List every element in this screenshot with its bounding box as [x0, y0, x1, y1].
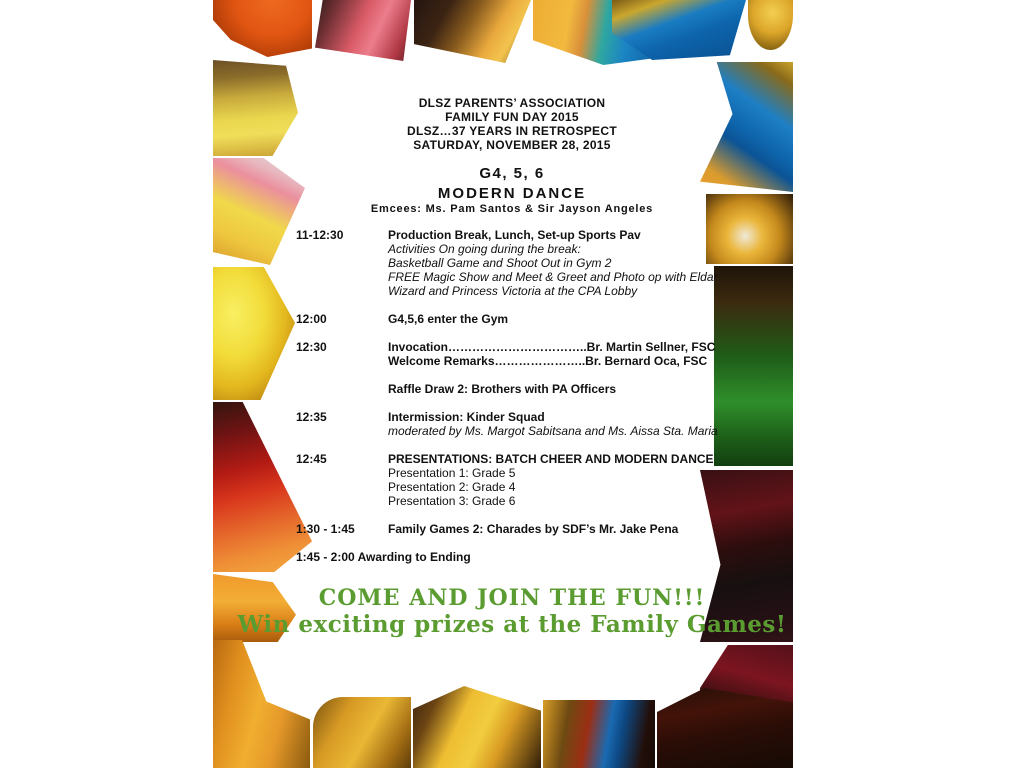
emcees-line: Emcees: Ms. Pam Santos & Sir Jayson Angeles — [370, 203, 654, 215]
header-line-theme: DLSZ…37 YEARS IN RETROSPECT — [407, 124, 617, 138]
schedule-title: Family Games 2: Charades by SDF’s Mr. Jake Pena — [388, 522, 679, 536]
schedule-row — [296, 452, 732, 508]
schedule-item: Presentation 1: Grade 5 — [388, 466, 516, 480]
schedule-row — [296, 340, 732, 368]
schedule-note: FREE Magic Show and Meet & Greet and Photo op with Eldar — [388, 270, 718, 284]
schedule-time — [296, 382, 388, 396]
schedule-item: Presentation 3: Grade 6 — [388, 494, 516, 508]
schedule-time: 1:30 - 1:45 — [296, 522, 355, 536]
schedule-time: 12:35 — [296, 410, 327, 424]
schedule-time: 11-12:30 — [296, 228, 344, 242]
schedule-title: Welcome Remarks…………………..Br. Bernard Oca, FSC — [388, 354, 708, 368]
schedule-desc — [388, 228, 732, 298]
schedule-time: 12:00 — [296, 312, 327, 326]
schedule-title: G4,5,6 enter the Gym — [388, 312, 509, 326]
schedule-list — [296, 228, 732, 578]
header-line-association: DLSZ PARENTS’ ASSOCIATION — [418, 96, 606, 110]
schedule-note: Wizard and Princess Victoria at the CPA Lobby — [388, 284, 638, 298]
schedule-time: 12:30 — [296, 340, 327, 354]
schedule-row — [296, 382, 732, 396]
schedule-row — [296, 228, 732, 298]
footer-line-2: Win exciting prizes at the Family Games! — [237, 611, 787, 638]
schedule-note: moderated by Ms. Margot Sabitsana and Ms. Aissa Sta. Maria — [388, 424, 718, 438]
schedule-title: PRESENTATIONS: BATCH CHEER AND MODERN DANCE — [388, 452, 714, 466]
schedule-row — [296, 312, 732, 326]
schedule-desc — [388, 312, 732, 326]
schedule-row — [296, 410, 732, 438]
schedule-row — [296, 522, 732, 536]
header-line-event: FAMILY FUN DAY 2015 — [445, 110, 579, 124]
footer-callout — [0, 586, 1024, 638]
schedule-desc — [388, 340, 732, 368]
schedule-time: 12:45 — [296, 452, 327, 466]
schedule-desc — [388, 410, 732, 438]
schedule-desc — [388, 382, 732, 396]
header-line-date: SATURDAY, NOVEMBER 28, 2015 — [413, 138, 611, 152]
schedule-title: Intermission: Kinder Squad — [388, 410, 545, 424]
schedule-note: Basketball Game and Shoot Out in Gym 2 — [388, 256, 612, 270]
document-header — [0, 96, 1024, 152]
schedule-item: Presentation 2: Grade 4 — [388, 480, 516, 494]
group-title: G4, 5, 6 — [479, 165, 545, 182]
schedule-title: Production Break, Lunch, Set-up Sports Pav — [388, 228, 641, 242]
schedule-desc — [388, 522, 732, 536]
schedule-title: Raffle Draw 2: Brothers with PA Officers — [388, 382, 617, 396]
event-title: MODERN DANCE — [437, 185, 587, 202]
schedule-note: Activities On going during the break: — [388, 242, 581, 256]
schedule-desc — [388, 452, 732, 508]
schedule-title: Invocation……………………………..Br. Martin Sellner, FSC — [388, 340, 716, 354]
footer-line-1: COME AND JOIN THE FUN!!! — [318, 585, 706, 611]
schedule-row-fullline: 1:45 - 2:00 Awarding to Ending — [296, 550, 471, 564]
